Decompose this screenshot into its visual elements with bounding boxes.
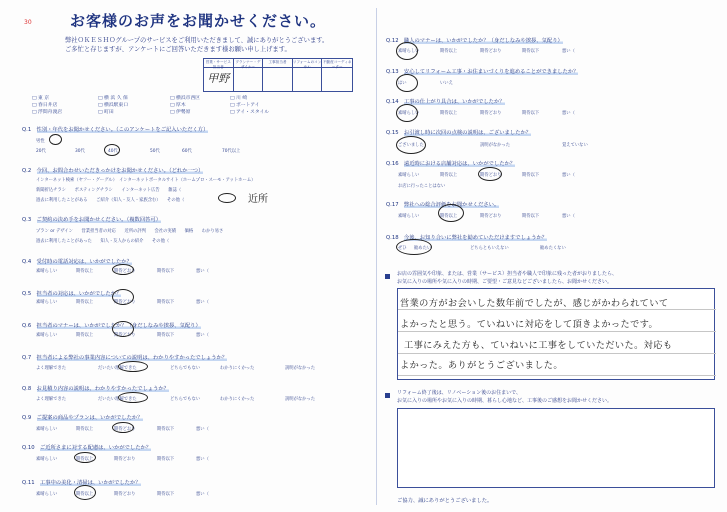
q16-scale-3[interactable]: 期待以下	[522, 173, 540, 178]
q11-scale-2[interactable]: 期待どおり	[114, 492, 136, 497]
staff-cell[interactable]	[263, 68, 293, 91]
intro-line: ご多忙と存じますが、アンケートにご回答いただきます様お願い申し上げます。	[65, 46, 291, 53]
question-q15: Q.15 お引渡し時に次回の点検の説明は、ございましたか？	[386, 130, 532, 136]
question-q4: Q.4 受付時の電話対応は、いかがでしたか？	[22, 259, 132, 265]
q6-scale-0[interactable]: 素晴らしい	[36, 333, 58, 338]
q10-scale-0[interactable]: 素晴らしい	[36, 457, 58, 462]
q11-scale-0[interactable]: 素晴らしい	[36, 492, 58, 497]
q15-option[interactable]: ございました	[398, 143, 424, 148]
ruled-line	[398, 353, 716, 354]
q10-scale-3[interactable]: 期待以下	[157, 457, 175, 462]
q14-scale-2[interactable]: 期待どおり	[480, 111, 502, 116]
column-divider	[376, 8, 377, 505]
q9-circle	[112, 422, 134, 433]
q5-scale-4[interactable]: 悪い（	[196, 300, 209, 305]
q4-circle	[112, 264, 134, 275]
question-q18: Q.18 今後、お知り合いに弊社を勧めていただけますでしょうか？	[386, 235, 548, 241]
q18-option[interactable]: どちらともいえない	[470, 246, 509, 251]
q12-circle	[396, 42, 418, 60]
department-checkboxes	[20, 95, 366, 117]
question-q2: Q.2 今回、お問合わせいただきっかけをお聞かせください。（どれか一つ）	[22, 168, 204, 174]
q7-scale-0[interactable]: よく理解できた	[36, 366, 67, 371]
thanks-message: ご協力、誠にありがとうございました。	[397, 498, 493, 504]
survey-title: お客様のお声をお聞かせください。	[70, 12, 327, 30]
q5-scale-0[interactable]: 素晴らしい	[36, 300, 58, 305]
q16-extra-option[interactable]: お店に行ったことはない	[398, 184, 446, 189]
q4-scale-0[interactable]: 素晴らしい	[36, 269, 58, 274]
q7-circle	[118, 361, 148, 372]
q1-age-circle	[104, 144, 120, 156]
staff-header: 不動産コーディネーター	[322, 60, 352, 69]
bullet-square-icon	[385, 393, 390, 398]
staff-header: プランナー・デザイナー	[234, 59, 264, 68]
q17-circle	[438, 204, 464, 222]
q12-scale-0[interactable]: 素晴らしい	[398, 49, 420, 54]
q1-age-30[interactable]: 30代	[75, 149, 85, 154]
question-q6: Q.6 担当者のマナーは、いかがでしたか？（身だしなみや挨拶、気配り）	[22, 323, 201, 329]
q10-scale-1[interactable]: 期待以上	[76, 457, 94, 462]
q6-scale-1[interactable]: 期待以上	[76, 333, 94, 338]
q9-scale-2[interactable]: 期待どおり	[114, 427, 136, 432]
q10-circle	[74, 452, 96, 463]
department-option[interactable]: □ ポートアイ	[230, 103, 260, 108]
q8-circle	[118, 392, 148, 403]
q8-scale-2[interactable]: どちらでもない	[170, 397, 201, 402]
staff-box	[203, 58, 353, 92]
q1-gender-circle	[49, 134, 62, 145]
q11-scale-3[interactable]: 期待以下	[157, 492, 175, 497]
department-option[interactable]: □ 横 浜 久 保	[98, 96, 128, 101]
q17-scale-3[interactable]: 期待以下	[522, 214, 540, 219]
comment-prompt	[397, 270, 617, 286]
q18-option[interactable]: 勧めたい	[414, 246, 432, 251]
survey-intro	[65, 36, 328, 54]
q14-scale-1[interactable]: 期待以上	[440, 111, 458, 116]
q6-scale-2[interactable]: 期待どおり	[114, 333, 136, 338]
q16-circle	[478, 167, 502, 181]
department-option[interactable]: □ 横浜駅東口	[98, 103, 129, 108]
q8-scale-0[interactable]: よく理解できた	[36, 397, 67, 402]
department-option[interactable]: □ 伊勢原	[170, 110, 191, 115]
q17-scale-2[interactable]: 期待どおり	[480, 214, 502, 219]
q3-options-line[interactable]: プラン or デザイン 営業担当者の対応 近所の評判 会社の実績 価格 わかり易さ	[36, 229, 224, 234]
question-q9: Q.9 ご提案の商品やプランは、いかがでしたか？	[22, 415, 143, 421]
comment-handwritten-line: 工事にみえた方も、ていねいに工事をしていただいた。対応も	[404, 340, 673, 351]
q10-scale-2[interactable]: 期待どおり	[114, 457, 136, 462]
q17-scale-0[interactable]: 素晴らしい	[398, 214, 420, 219]
question-q16: Q.16 遠近時における店舗対応は、いかがでしたか？	[386, 161, 516, 167]
q7-scale-1[interactable]: だいたい理解できた	[98, 366, 137, 371]
q4-scale-4[interactable]: 悪い（	[196, 269, 209, 274]
q7-scale-4[interactable]: 説明がなかった	[285, 366, 316, 371]
renovation-prompt	[397, 389, 612, 405]
bullet-square-icon	[385, 274, 390, 279]
q12-scale-1[interactable]: 期待以上	[440, 49, 458, 54]
question-q10: Q.10 ご近所さまに対する配慮は、いかがでしたか？	[22, 445, 152, 451]
question-q17: Q.17 弊社への総合評価をお聞かせください。	[386, 202, 500, 208]
staff-cell[interactable]	[322, 68, 352, 91]
question-q8: Q.8 お見積り内容の説明は、わかりやすかったでしょうか？	[22, 386, 169, 392]
q7-scale-3[interactable]: わかりにくかった	[220, 366, 255, 371]
q11-circle	[74, 485, 96, 500]
q1-age-40[interactable]: 40代	[108, 149, 118, 154]
q14-scale-0[interactable]: 素晴らしい	[398, 111, 420, 116]
question-q13: Q.13 安心してリフォーム工事・お住まいづくりを進めることができましたか？	[386, 69, 579, 75]
q6-circle	[112, 321, 134, 337]
question-q3: Q.3 ご契約の決め手をお聞かせください。（複数回答可）	[22, 217, 162, 223]
staff-header: リフォームのコンサル	[292, 60, 322, 69]
q5-scale-3[interactable]: 期待以下	[157, 300, 175, 305]
comment-handwritten-line: よかったと思う。ていねいに対応をして頂きよかったです。	[400, 319, 659, 330]
q6-scale-4[interactable]: 悪い（	[196, 333, 209, 338]
page-number: 30	[24, 19, 32, 26]
q11-scale-1[interactable]: 期待以上	[76, 492, 94, 497]
ruled-line	[398, 331, 716, 332]
q4-scale-2[interactable]: 期待どおり	[114, 269, 136, 274]
staff-header: 工事担当者	[263, 59, 293, 68]
renovation-prompt-line: お気に入りの場所やお気に入りの時期、暮らし心地など、工事後のご感想をお聞かせください。	[397, 398, 613, 404]
question-q7: Q.7 担当者による弊社の事業内容についての説明は、わかりやすかったでしょうか？	[22, 355, 228, 361]
comment-prompt-line: お気に入りの場所や気に入りの時期、ご要望・ご意見などございましたら、お聞かせください。	[397, 279, 613, 285]
q8-scale-4[interactable]: 説明がなかった	[285, 397, 316, 402]
q1-age-70[interactable]: 70代以上	[222, 149, 241, 154]
question-q5: Q.5 担当者の対応は、いかがでしたか？	[22, 291, 122, 297]
q15-option[interactable]: 説明がなかった	[480, 143, 511, 148]
department-option[interactable]: □ 町田	[98, 110, 114, 115]
q1-age-20[interactable]: 20代	[36, 149, 46, 154]
renovation-comment-box[interactable]	[397, 408, 715, 488]
ruled-line	[398, 309, 716, 310]
q2-options-line[interactable]: 新聞折込チラシ ポスティングチラシ インターネット広告 雑誌（	[36, 188, 182, 193]
q9-scale-1[interactable]: 期待以上	[76, 427, 94, 432]
q12-scale-3[interactable]: 期待以下	[522, 49, 540, 54]
department-option[interactable]: □ 厚木	[170, 103, 186, 108]
question-q12: Q.12 職人のマナーは、いかがでしたか？（身だしなみや挨拶、気配り）	[386, 38, 563, 44]
q12-scale-4[interactable]: 悪い（	[562, 49, 575, 54]
question-q14: Q.14 工事の仕上がり具合は、いかがでしたか？	[386, 99, 505, 105]
q14-scale-3[interactable]: 期待以下	[522, 111, 540, 116]
comment-handwritten-line: よかった。ありがとうございました。	[400, 360, 563, 371]
q18-option[interactable]: 勧めたくない	[540, 246, 566, 251]
q14-scale-4[interactable]: 悪い（	[562, 111, 575, 116]
q12-scale-2[interactable]: 期待どおり	[480, 49, 502, 54]
department-option[interactable]: □ 川 崎	[230, 96, 248, 101]
staff-header: 営業・サービス担当者	[204, 59, 234, 68]
q18-option[interactable]: ぜひ	[398, 246, 407, 251]
department-option[interactable]: □ 浮間舟渡店	[32, 110, 63, 115]
staff-cell[interactable]	[234, 68, 264, 91]
q9-scale-3[interactable]: 期待以下	[157, 427, 175, 432]
q9-scale-0[interactable]: 素晴らしい	[36, 427, 58, 432]
q1-age-50[interactable]: 50代	[150, 149, 160, 154]
q13-option-yes[interactable]: はい	[398, 81, 407, 86]
q16-scale-2[interactable]: 期待どおり	[480, 173, 502, 178]
department-option[interactable]: □ アイ・スタイル	[230, 110, 270, 115]
q18-circle	[396, 239, 432, 255]
q17-scale-1[interactable]: 期待以上	[440, 214, 458, 219]
department-option[interactable]: □ 横浜市西区	[170, 96, 201, 101]
q2-handwritten-answer: 近所	[248, 194, 268, 205]
department-option[interactable]: □ 東 京	[32, 96, 50, 101]
q5-scale-1[interactable]: 期待以上	[76, 300, 94, 305]
intro-line: 弊社ＯＫＥＳＨＯグループのサービスをご利用いただきまして、誠にありがとうございます。	[65, 37, 329, 44]
q10-scale-4[interactable]: 悪い（	[196, 457, 209, 462]
staff-name-handwritten[interactable]: 甲野	[204, 68, 234, 91]
renovation-prompt-line: リフォーム終了後は、リノベーション後のお住まいで、	[397, 390, 522, 396]
q17-scale-4[interactable]: 悪い（	[562, 214, 575, 219]
q2-options-line[interactable]: 過去に利用したことがある ご紹介（知人・友人・家族含む） その他（	[36, 198, 185, 203]
question-q11: Q.11 工事中の美化・清掃は、いかがでしたか？	[22, 480, 141, 486]
q7-scale-2[interactable]: どちらでもない	[170, 366, 201, 371]
q6-scale-3[interactable]: 期待以下	[157, 333, 175, 338]
q8-scale-3[interactable]: わかりにくかった	[220, 397, 255, 402]
q2-options-line[interactable]: インターネット検索（ヤフー・グーグル） インターネットポータルサイト（ホームプロ・スーモ・アットホーム）	[36, 178, 256, 183]
q15-circle	[396, 136, 426, 154]
q4-scale-3[interactable]: 期待以下	[157, 269, 175, 274]
q8-scale-1[interactable]: だいたい理解できた	[98, 397, 137, 402]
q4-scale-1[interactable]: 期待以上	[76, 269, 94, 274]
comment-handwritten-line: 営業の方がお会いした数年前でしたが、感じがかわられていて	[400, 298, 669, 309]
q16-scale-1[interactable]: 期待以上	[440, 173, 458, 178]
q1-age-60[interactable]: 60代	[182, 149, 192, 154]
q14-circle	[396, 104, 418, 122]
q16-scale-4[interactable]: 悪い（	[562, 173, 575, 178]
comment-prompt-line: お店の雰囲気や印象、または、営業（サービス）担当者や職人で印象に残った者がおりましたら、	[397, 271, 618, 277]
department-option[interactable]: □ 春日井店	[32, 103, 58, 108]
staff-cell[interactable]	[293, 68, 323, 91]
q13-option-no[interactable]: いいえ	[440, 81, 453, 86]
ruled-line	[398, 375, 716, 376]
q1-gender-label[interactable]: 男性	[36, 139, 45, 144]
q15-option[interactable]: 覚えていない	[562, 143, 588, 148]
q3-options-line[interactable]: 過去に利用したことがあった 知人・友人からの紹介 その他（	[36, 239, 170, 244]
q13-circle	[396, 74, 418, 92]
comment-box[interactable]	[397, 288, 715, 380]
q5-circle	[112, 289, 134, 305]
q5-scale-2[interactable]: 期待どおり	[114, 300, 136, 305]
q16-scale-0[interactable]: 素晴らしい	[398, 173, 420, 178]
q9-scale-4[interactable]: 悪い（	[196, 427, 209, 432]
q2-circle	[218, 193, 236, 203]
q11-scale-4[interactable]: 悪い（	[196, 492, 209, 497]
question-q1: Q.1 性別・年代をお聞かせください。（このアンケートをご記入いただく方）	[22, 127, 209, 133]
